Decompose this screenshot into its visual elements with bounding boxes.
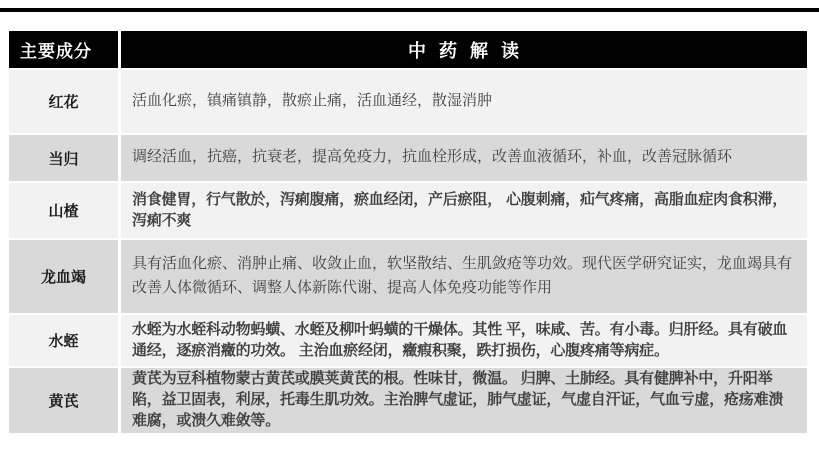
herb-description-text: 水蛭为水蛭科动物蚂蟥、水蛭及柳叶蚂蟥的干燥体。其性 平，味咸、苦。有小毒。归肝经。具有破血通经，逐瘀消癥的功效。 主治血瘀经闭，癥瘕积聚，跌打损伤，心腹疼痛等病症。 — [132, 320, 788, 359]
herb-name: 山楂 — [9, 183, 118, 238]
herb-name: 红花 — [9, 70, 118, 133]
herb-name: 龙血竭 — [9, 240, 118, 313]
table-row — [9, 315, 807, 366]
herb-description-text: 活血化瘀，镇痛镇静，散瘀止痛，活血通经，散湿消肿 — [132, 92, 493, 109]
herb-description-text: 消食健胃，行气散於，泻痢腹痛，瘀血经闭，产后瘀阻， 心腹刺痛，疝气疼痛，高脂血症肉食积滞，泻痢不爽 — [132, 190, 788, 229]
header-main-ingredients: 主要成分 — [9, 31, 118, 68]
herb-description — [121, 70, 807, 133]
herb-name: 黄芪 — [9, 368, 118, 433]
table-row — [9, 240, 807, 313]
header-herb-interpretation: 中 药 解 读 — [121, 31, 807, 68]
table-row — [9, 70, 807, 133]
herb-description — [121, 240, 807, 313]
herb-name: 水蛭 — [9, 315, 118, 366]
table-header-row — [9, 31, 807, 68]
herb-description — [121, 135, 807, 181]
herb-ingredients-table — [9, 31, 807, 433]
herb-name: 当归 — [9, 135, 118, 181]
herb-description — [121, 183, 807, 238]
herb-description — [121, 315, 807, 366]
top-divider-line — [0, 8, 819, 12]
herb-description-text: 黄芪为豆科植物蒙古黄芪或膜荚黄芪的根。性味甘，微温。 归脾、土肺经。具有健脾补中，升阳举陷，益卫固表，利尿，托毒生肌功效。主治脾气虚证，肺气虚证，气虚自汗证，气血亏虚，疮疡难溃 难腐，或溃久难敛等。 — [132, 370, 788, 429]
table-row — [9, 183, 807, 238]
herb-description-text: 具有活血化瘀、消肿止痛、收敛止血，软坚散结、生肌敛疮等功效。现代医学研究证实，龙血竭具有改善人体微循环、调整人体新陈代谢、提高人体免疫功能等作用 — [132, 256, 793, 296]
table-row — [9, 368, 807, 433]
table-row — [9, 135, 807, 181]
herb-description — [121, 368, 807, 433]
herb-description-text: 调经活血，抗癌，抗衰老，提高免疫力，抗血栓形成，改善血液循环，补血，改善冠脉循环 — [132, 149, 733, 166]
